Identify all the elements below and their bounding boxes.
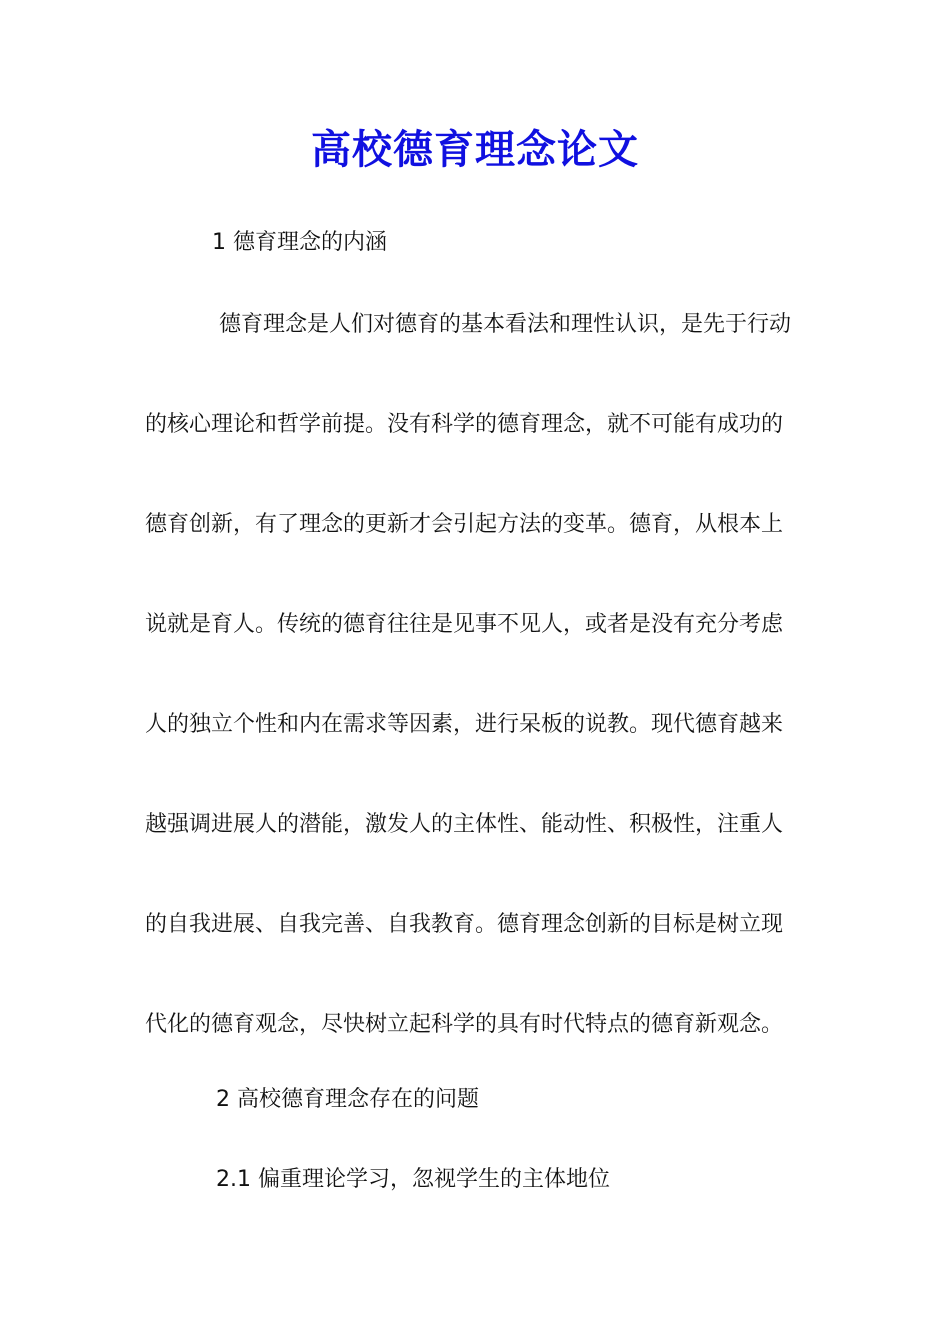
paragraph-line: 说就是育人。传统的德育往往是见事不见人，或者是没有充分考虑 xyxy=(145,612,784,637)
paragraph-line: 德育创新，有了理念的更新才会引起方法的变革。德育，从根本上 xyxy=(145,512,784,537)
subsection-2-1-heading: 2.1 偏重理论学习，忽视学生的主体地位 xyxy=(216,1167,610,1192)
paragraph-line: 的自我进展、自我完善、自我教育。德育理念创新的目标是树立现 xyxy=(145,912,784,937)
section-1-heading: 1 德育理念的内涵 xyxy=(212,230,387,255)
paragraph-line: 越强调进展人的潜能，激发人的主体性、能动性、积极性，注重人 xyxy=(145,812,784,837)
section-1-paragraph xyxy=(145,310,805,1110)
paragraph-line: 德育理念是人们对德育的基本看法和理性认识，是先于行动 xyxy=(219,312,792,337)
paragraph-line: 的核心理论和哲学前提。没有科学的德育理念，就不可能有成功的 xyxy=(145,412,784,437)
document-title: 高校德育理念论文 xyxy=(311,126,639,173)
paragraph-line: 人的独立个性和内在需求等因素，进行呆板的说教。现代德育越来 xyxy=(145,712,784,737)
section-2-heading: 2 高校德育理念存在的问题 xyxy=(216,1087,479,1112)
paragraph-line: 代化的德育观念，尽快树立起科学的具有时代特点的德育新观念。 xyxy=(145,1012,784,1037)
